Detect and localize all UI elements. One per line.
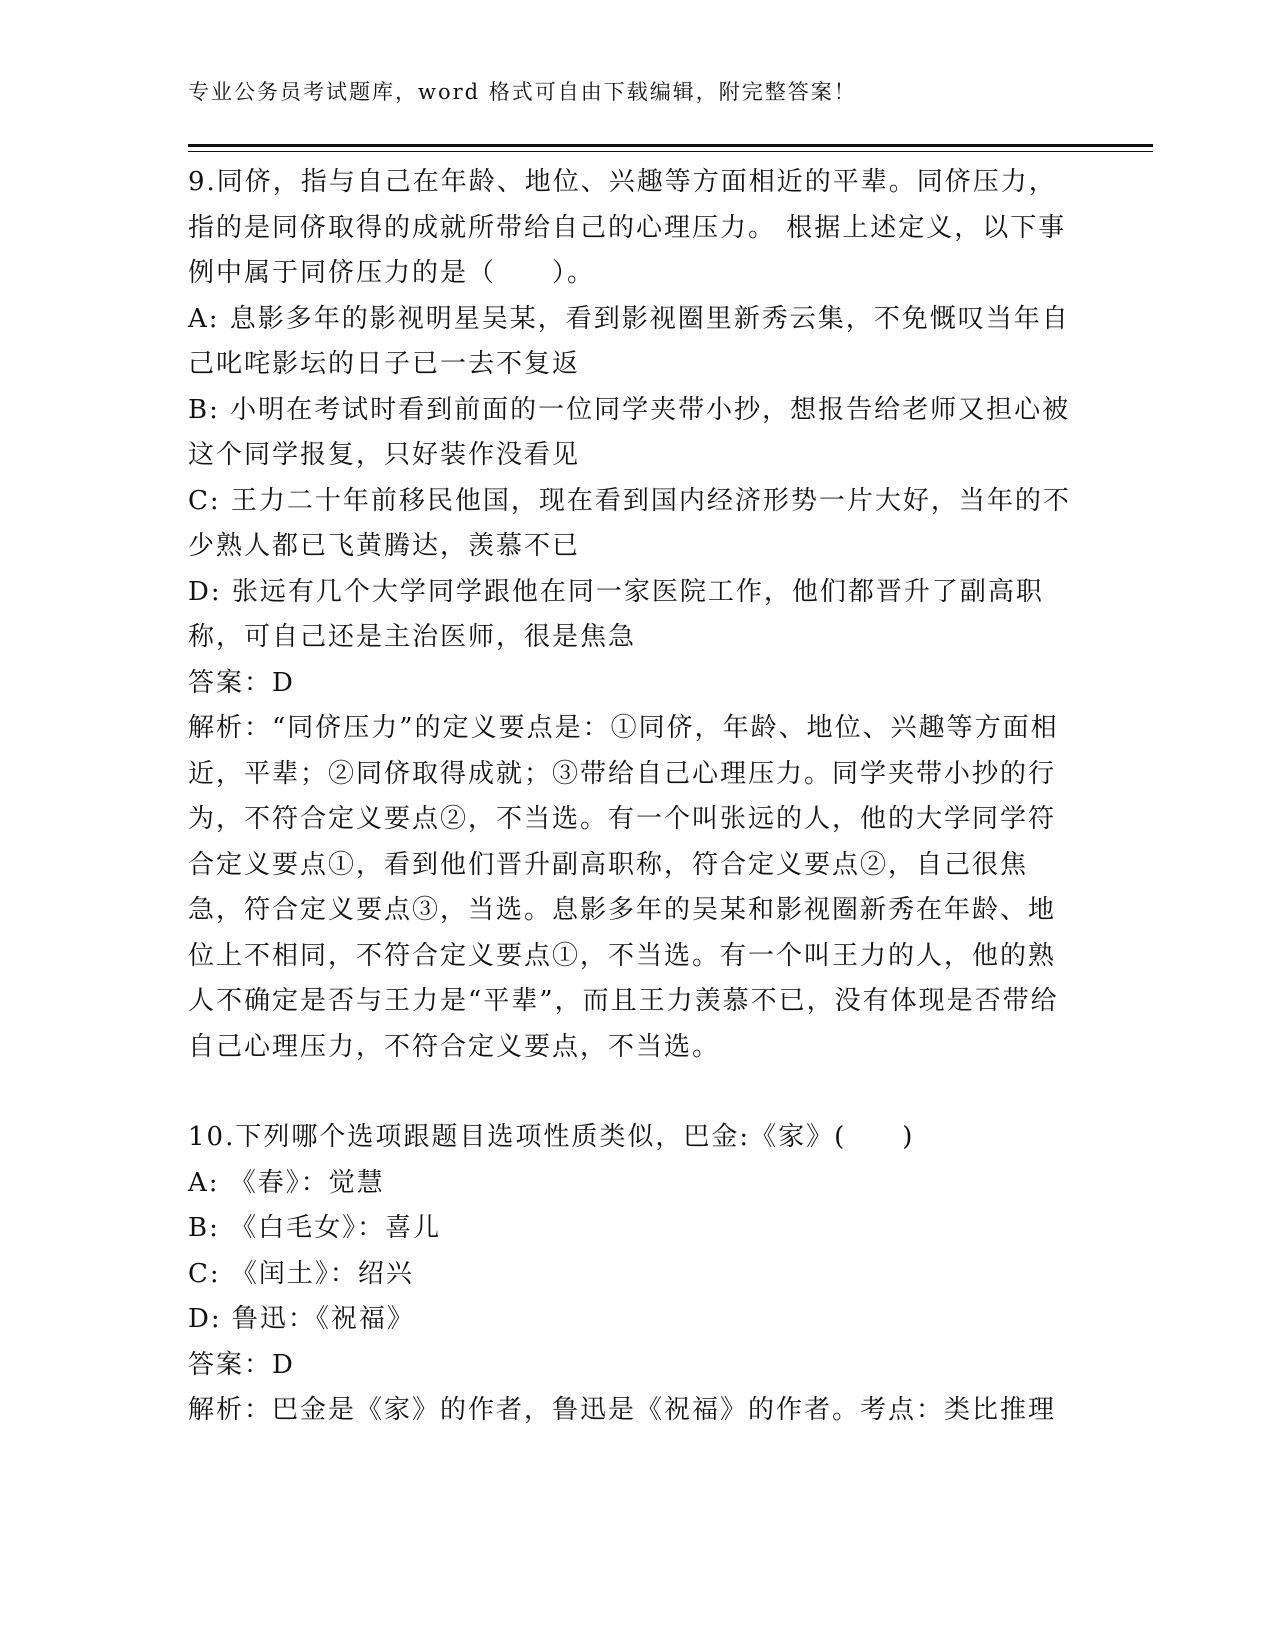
option-d: D: 鲁迅：《祝福》 <box>188 1304 415 1334</box>
analysis-label: 解析： <box>188 713 273 743</box>
analysis-text: 巴金是《家》的作者，鲁迅是《祝福》的作者。考点：类比推理 <box>272 1395 1057 1425</box>
option-d: D: 张远有几个大学同学跟他在同一家医院工作，他们都晋升了副高职称，可自己还是主治医师，很是焦急 <box>188 576 1044 652</box>
question-stem: 10.下列哪个选项跟题目选项性质类似，巴金:《家》( ) <box>188 1122 915 1152</box>
analysis-line <box>188 706 1083 1070</box>
question-stem: 9.同侪，指与自己在年龄、地位、兴趣等方面相近的平辈。同侪压力，指的是同侪取得的成就所带给自己的心理压力。 根据上述定义，以下事例中属于同侪压力的是（ ）。 <box>188 167 1067 288</box>
answer-line <box>188 1343 1083 1389</box>
option-b: B: 小明在考试时看到前面的一位同学夹带小抄，想报告给老师又担心被这个同学报复，只好装作没看见 <box>188 394 1071 470</box>
question-9 <box>188 160 1083 1070</box>
answer-line <box>188 661 1083 707</box>
option-b: B: 《白毛女》：喜儿 <box>188 1213 442 1243</box>
page-header: 专业公务员考试题库，word 格式可自由下载编辑，附完整答案！ <box>188 80 857 104</box>
answer-value: D <box>272 1349 295 1380</box>
analysis-line <box>188 1388 1083 1434</box>
answer-label: 答案： <box>188 1349 273 1380</box>
option-a: A: 息影多年的影视明星吴某，看到影视圈里新秀云集，不免慨叹当年自己叱咤影坛的日子已一去不复返 <box>188 303 1070 379</box>
answer-label: 答案： <box>188 667 273 698</box>
analysis-label: 解析： <box>188 1395 273 1425</box>
option-c: C: 《闰土》：绍兴 <box>188 1258 414 1289</box>
question-content <box>188 160 1083 1434</box>
question-10 <box>188 1115 1083 1434</box>
header-rule-thin <box>188 151 1153 152</box>
answer-value: D <box>272 667 295 698</box>
analysis-text: “同侪压力”的定义要点是：①同侪，年龄、地位、兴趣等方面相近，平辈；②同侪取得成就；③带给自己心理压力。同学夹带小抄的行为，不符合定义要点②，不当选。有一个叫张远的人，他的大学同学符合定义要点①，看到他们晋升副高职称，符合定义要点②，自己很焦急，符合定义要点③，当选。息影多年的吴某和影视圈新秀在年龄、地位上不相同，不符合定义要点①，不当选。有一个叫王力的人，他的熟人不确定是否与王力是“平辈”，而且王力羡慕不已，没有体现是否带给自己心理压力，不符合定义要点，不当选。 <box>188 713 1059 1062</box>
question-spacer <box>188 1070 1083 1115</box>
header-rule-thick <box>188 144 1153 147</box>
option-c: C: 王力二十年前移民他国，现在看到国内经济形势一片大好，当年的不少熟人都已飞黄腾达，羡慕不已 <box>188 485 1071 561</box>
option-a: A: 《春》：觉慧 <box>188 1167 385 1198</box>
